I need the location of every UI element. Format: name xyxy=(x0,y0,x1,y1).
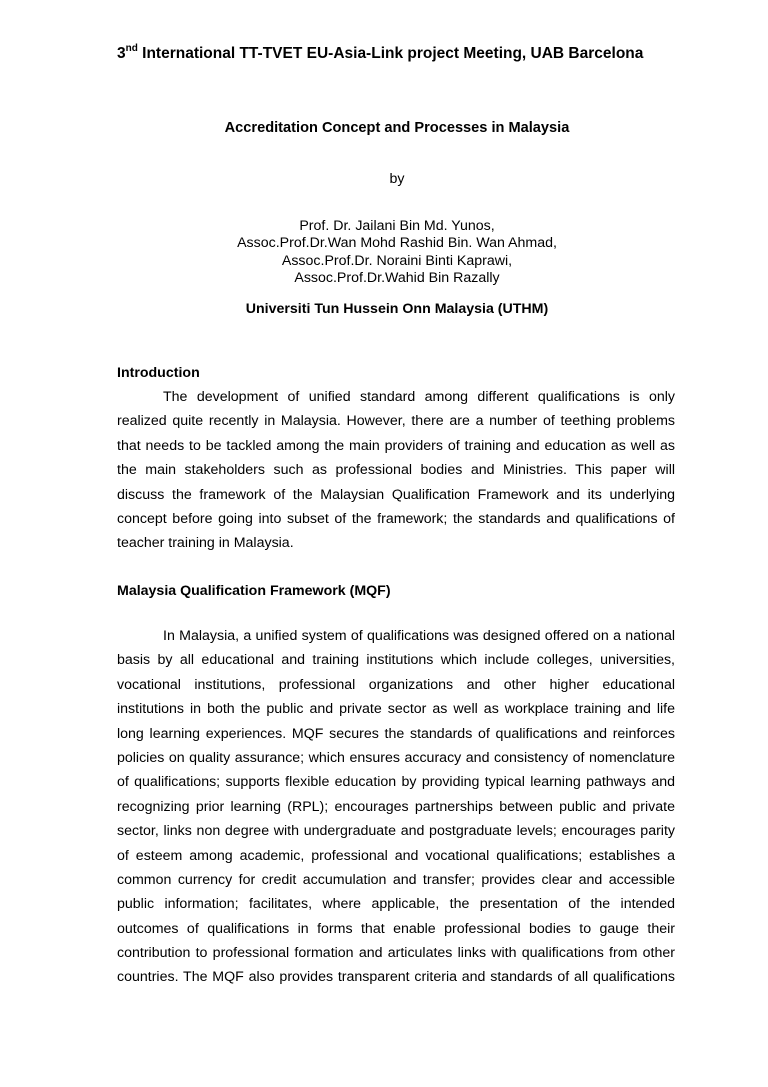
paragraph-line: countries. The MQF also provides transparent criteria and standards of all qualifications xyxy=(117,969,675,986)
paragraph-line: concept before going into subset of the framework; the standards and qualifications of xyxy=(117,510,675,527)
header-ordinal-suffix: nd xyxy=(125,43,138,54)
header-ordinal: 3 xyxy=(117,45,126,63)
paragraph-line: long learning experiences. MQF secures the standards of qualifications and reinforces xyxy=(117,725,675,742)
paragraph-line: common currency for credit accumulation and transfer; provides clear and accessible xyxy=(117,871,675,888)
author-list xyxy=(117,218,677,287)
paragraph-line: of esteem among academic, professional and vocational qualifications; establishes a xyxy=(117,847,675,864)
paragraph-line: basis by all educational and training institutions which include colleges, universities, xyxy=(117,652,675,669)
by-line: by xyxy=(389,171,405,187)
paragraph-line: The development of unified standard among different qualifications is only xyxy=(163,389,675,405)
author-name: Assoc.Prof.Dr.Wahid Bin Razally xyxy=(294,269,500,286)
paragraph-line: teacher training in Malaysia. xyxy=(117,535,294,552)
paragraph-line: public information; facilitates, where applicable, the presentation of the intended xyxy=(117,896,675,913)
paragraph-line: contribution to professional formation and articulates links with qualifications from other xyxy=(117,945,675,962)
paragraph-line: recognizing prior learning (RPL); encourages partnerships between public and private xyxy=(117,798,675,815)
paragraph-line: outcomes of qualifications in forms that enable professional bodies to gauge their xyxy=(117,920,675,937)
author-name: Prof. Dr. Jailani Bin Md. Yunos, xyxy=(299,218,495,234)
paragraph-line: institutions in both the public and private sector as well as workplace training and life xyxy=(117,701,675,718)
section-heading-mqf: Malaysia Qualification Framework (MQF) xyxy=(117,583,391,599)
paragraph-mqf xyxy=(117,624,675,990)
paragraph-line: vocational institutions, professional organizations and other higher educational xyxy=(117,676,675,693)
author-name: Assoc.Prof.Dr. Noraini Binti Kaprawi, xyxy=(281,252,513,269)
paper-title: Accreditation Concept and Processes in Malaysia xyxy=(224,120,570,136)
paragraph-line: discuss the framework of the Malaysian Qualification Framework and its underlying xyxy=(117,486,675,503)
paragraph-line: that needs to be tackled among the main providers of training and education as well as xyxy=(117,437,675,454)
paragraph-introduction xyxy=(117,385,675,556)
paragraph-line: the main stakeholders such as professional bodies and Ministries. This paper will xyxy=(117,462,675,479)
institution-name: Universiti Tun Hussein Onn Malaysia (UTHM) xyxy=(245,301,549,317)
paragraph-line: In Malaysia, a unified system of qualifications was designed offered on a national xyxy=(163,628,675,644)
paragraph-line: policies on quality assurance; which ensures accuracy and consistency of nomenclature xyxy=(117,749,675,766)
paragraph-line: sector, links non degree with undergraduate and postgraduate levels; encourages parity xyxy=(117,823,675,840)
running-header xyxy=(117,44,643,63)
author-name: Assoc.Prof.Dr.Wan Mohd Rashid Bin. Wan Ahmad, xyxy=(237,235,557,252)
paragraph-line: of qualifications; supports flexible education by providing typical learning pathways and xyxy=(117,774,675,791)
section-heading-introduction: Introduction xyxy=(117,365,200,381)
paragraph-line: realized quite recently in Malaysia. However, there are a number of teething problems xyxy=(117,413,675,430)
header-text: International TT-TVET EU-Asia-Link project Meeting, UAB Barcelona xyxy=(137,45,644,63)
